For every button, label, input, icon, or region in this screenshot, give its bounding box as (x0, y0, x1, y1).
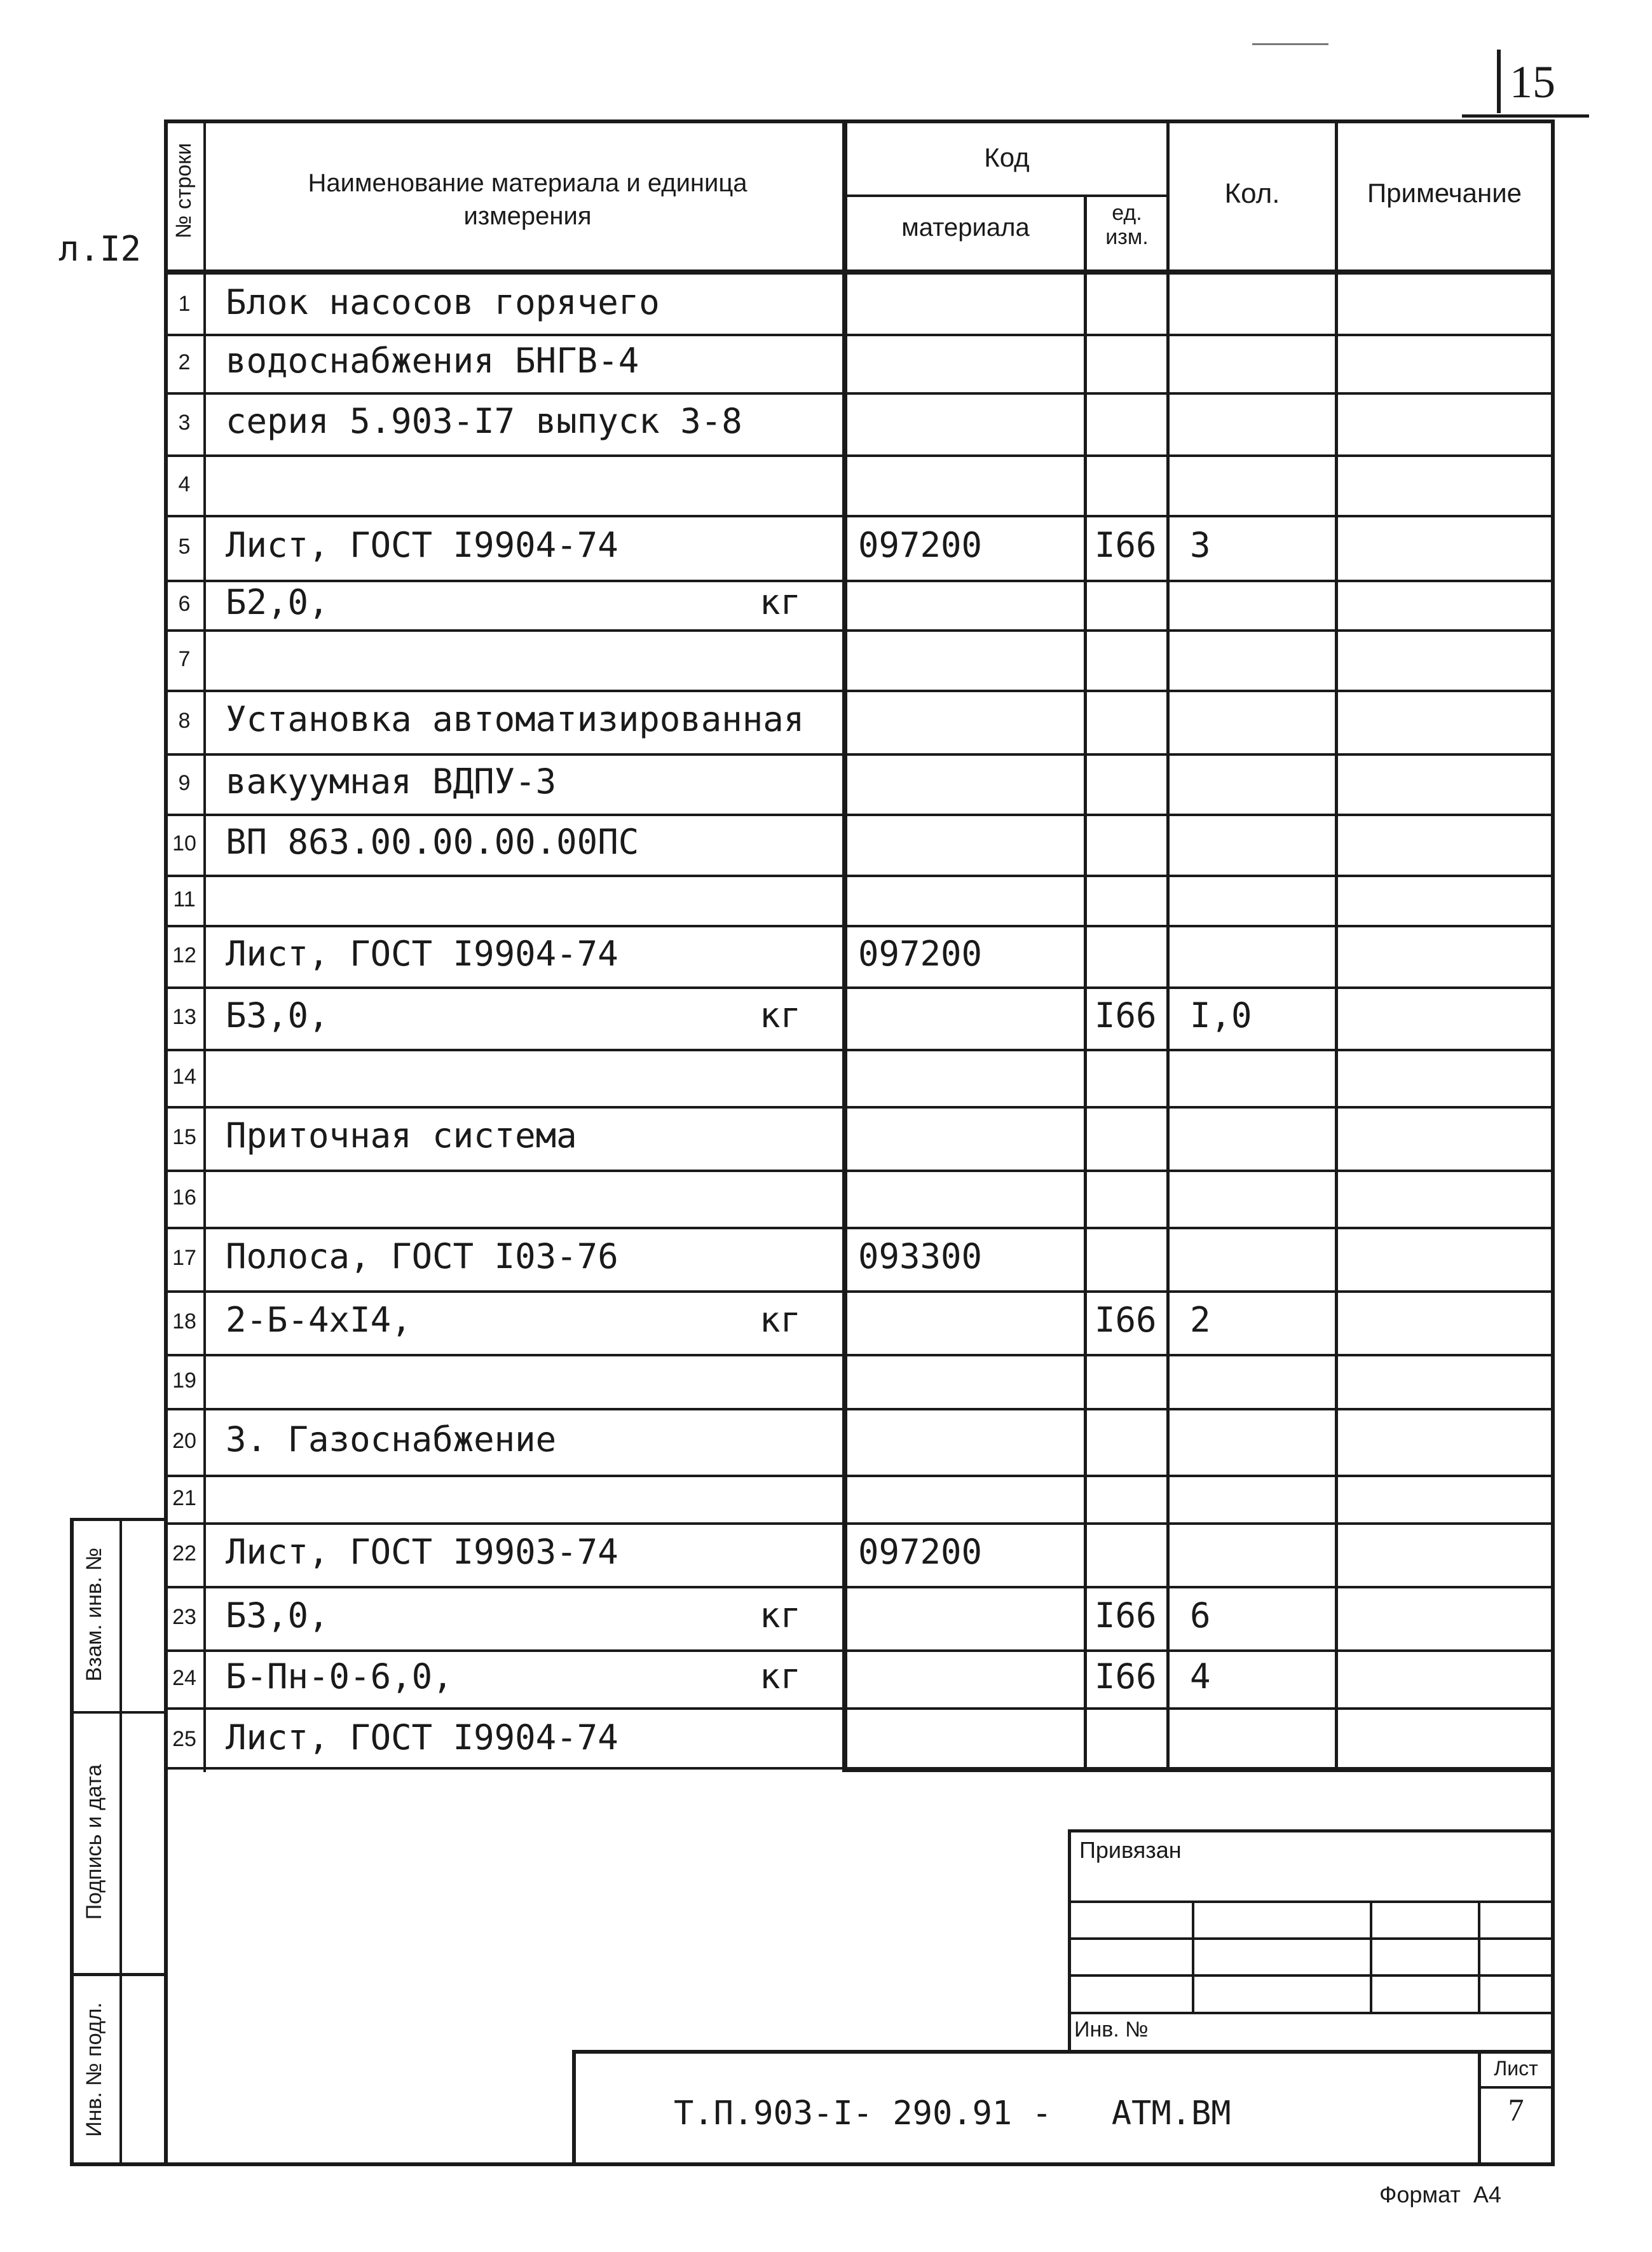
row-divider (164, 1707, 1555, 1710)
quantity: 4 (1190, 1656, 1211, 1696)
row-number: 9 (178, 771, 191, 795)
row-divider (164, 986, 1555, 989)
header-name: Наименование материала и единица измерения (308, 169, 747, 230)
row-number: 4 (178, 472, 191, 496)
unit-label: кг (760, 1656, 802, 1696)
row-number: 23 (172, 1605, 196, 1629)
unit-code: I66 (1095, 1656, 1157, 1696)
header-code-material: материала (901, 214, 1030, 242)
material-name: Приточная система (226, 1116, 577, 1156)
material-name: Лист, ГОСТ I9904-74 (226, 1717, 618, 1757)
unit-code: I66 (1095, 995, 1157, 1035)
material-code: 097200 (858, 1532, 983, 1572)
unit-code: I66 (1095, 525, 1157, 565)
row-divider (164, 580, 1555, 582)
row-divider (164, 629, 1555, 632)
row-divider (164, 1049, 1555, 1051)
row-divider (164, 690, 1555, 692)
row-number: 11 (173, 887, 196, 911)
material-name: водоснабжения БНГВ-4 (226, 341, 639, 381)
row-number: 18 (172, 1309, 196, 1334)
stamp-sep-2 (70, 1973, 165, 1976)
row-number: 17 (172, 1246, 196, 1270)
unit-label: кг (760, 995, 802, 1035)
header-code: Код (984, 142, 1030, 172)
table-bottom-line-right (842, 1767, 1555, 1772)
material-name: Б3,0, (226, 1595, 329, 1635)
stamp-vzam: Взам. инв. № (82, 1547, 106, 1682)
row-number: 5 (178, 535, 191, 559)
tb-designation-left (572, 2050, 576, 2166)
tb-designation: Т.П.903-I- 290.91 - АТМ.ВМ (674, 2094, 1231, 2133)
quantity: 6 (1190, 1595, 1211, 1635)
row-divider (164, 1408, 1555, 1410)
header-bottom-line (164, 270, 1555, 275)
material-name: вакуумная ВДПУ-3 (226, 761, 557, 802)
tb-inv-label: Инв. № (1074, 2017, 1149, 2042)
row-divider (164, 1106, 1555, 1109)
row-divider (164, 875, 1555, 877)
frame-top (164, 119, 1555, 123)
frame-bottom (70, 2162, 1555, 2166)
unit-code: I66 (1095, 1595, 1157, 1635)
row-divider (164, 1290, 1555, 1293)
row-number: 20 (172, 1429, 196, 1453)
material-name: Блок насосов горячего (226, 282, 660, 322)
table-bottom-line-left (164, 1767, 844, 1770)
header-code-unit: ед. изм. (1105, 201, 1149, 249)
quantity: 2 (1190, 1300, 1211, 1340)
unit-code: I66 (1095, 1300, 1157, 1340)
row-number: 10 (172, 831, 196, 856)
row-number: 6 (178, 592, 191, 616)
col-sep-code (1084, 194, 1087, 1772)
tb-grid-h2 (1068, 1937, 1555, 1940)
frame-right (1551, 119, 1555, 2166)
row-divider (164, 1475, 1555, 1477)
material-name: Б2,0, (226, 582, 329, 622)
tb-sheet-value: 7 (1508, 2092, 1524, 2127)
material-code: 097200 (858, 525, 983, 565)
tb-privyazan-label: Привязан (1079, 1837, 1182, 1863)
header-qty: Кол. (1224, 178, 1280, 209)
row-number: 19 (172, 1368, 196, 1393)
tb-grid-v1 (1192, 1901, 1194, 2014)
unit-label: кг (760, 1595, 802, 1635)
row-number: 8 (178, 709, 191, 733)
row-number: 14 (172, 1065, 196, 1089)
quantity: I,0 (1190, 995, 1252, 1035)
row-number: 1 (178, 292, 191, 316)
material-name: ВП 863.00.00.00.00ПС (226, 822, 639, 862)
row-divider (164, 1170, 1555, 1172)
row-divider (164, 1522, 1555, 1525)
tb-designation-top (572, 2050, 1555, 2054)
row-divider (164, 515, 1555, 517)
tb-sheet-label: Лист (1494, 2057, 1538, 2080)
row-divider (164, 334, 1555, 336)
tb-sheet-sep (1478, 2086, 1555, 2089)
row-divider (164, 814, 1555, 816)
material-name: Лист, ГОСТ I9904-74 (226, 525, 618, 565)
page-number: 15 (1510, 57, 1555, 107)
row-number: 7 (178, 647, 191, 671)
row-divider (164, 392, 1555, 395)
row-number: 24 (172, 1666, 196, 1690)
material-name: 2-Б-4xI4, (226, 1300, 412, 1340)
row-number: 25 (172, 1727, 196, 1751)
tb-grid-h4 (1068, 2012, 1555, 2014)
row-number: 15 (172, 1125, 196, 1149)
stamp-left (70, 1518, 74, 2166)
material-name: серия 5.903-I7 выпуск 3-8 (226, 401, 742, 441)
row-number: 22 (172, 1541, 196, 1566)
material-name: Лист, ГОСТ I9903-74 (226, 1532, 618, 1572)
sheet-ref: л.I2 (58, 229, 142, 269)
header-row-no: № строки (172, 142, 196, 239)
row-number: 21 (172, 1486, 196, 1510)
stamp-sep-1 (70, 1711, 165, 1714)
material-name: 3. Газоснабжение (226, 1419, 557, 1459)
row-divider (164, 454, 1555, 457)
material-name: Лист, ГОСТ I9904-74 (226, 934, 618, 974)
row-number: 16 (172, 1185, 196, 1210)
material-name: Б-Пн-0-6,0, (226, 1656, 453, 1696)
material-name: Установка автоматизированная (226, 699, 805, 739)
row-number: 13 (172, 1005, 196, 1029)
material-name: Б3,0, (226, 995, 329, 1035)
tb-grid-h1 (1068, 1901, 1555, 1903)
tb-privyazan-top (1068, 1829, 1555, 1832)
row-divider (164, 1586, 1555, 1588)
tb-grid-h3 (1068, 1974, 1555, 1977)
row-number: 3 (178, 411, 191, 435)
material-code: 093300 (858, 1236, 983, 1276)
code-subheader-line (842, 194, 1166, 197)
row-divider (164, 1354, 1555, 1356)
unit-label: кг (760, 582, 802, 622)
quantity: 3 (1190, 525, 1211, 565)
tb-grid-v2 (1370, 1901, 1372, 2014)
material-code: 097200 (858, 934, 983, 974)
row-divider (164, 1227, 1555, 1229)
row-divider (164, 1649, 1555, 1652)
row-number: 12 (172, 943, 196, 967)
tb-privyazan-left (1068, 1829, 1071, 2053)
format-label: Формат А4 (1379, 2181, 1501, 2208)
material-name: Полоса, ГОСТ I03-76 (226, 1236, 618, 1276)
scan-mark (1252, 43, 1328, 45)
header-note: Примечание (1367, 178, 1522, 208)
page-number-rule (1462, 114, 1589, 118)
stamp-podpis: Подпись и дата (82, 1764, 106, 1920)
page-number-bar (1497, 50, 1501, 113)
row-divider (164, 753, 1555, 756)
stamp-inv-podl: Инв. № подл. (82, 2002, 106, 2137)
row-number: 2 (178, 350, 191, 374)
stamp-divider (119, 1518, 122, 2166)
tb-grid-v3 (1478, 1901, 1480, 2014)
row-divider (164, 925, 1555, 927)
unit-label: кг (760, 1300, 802, 1340)
